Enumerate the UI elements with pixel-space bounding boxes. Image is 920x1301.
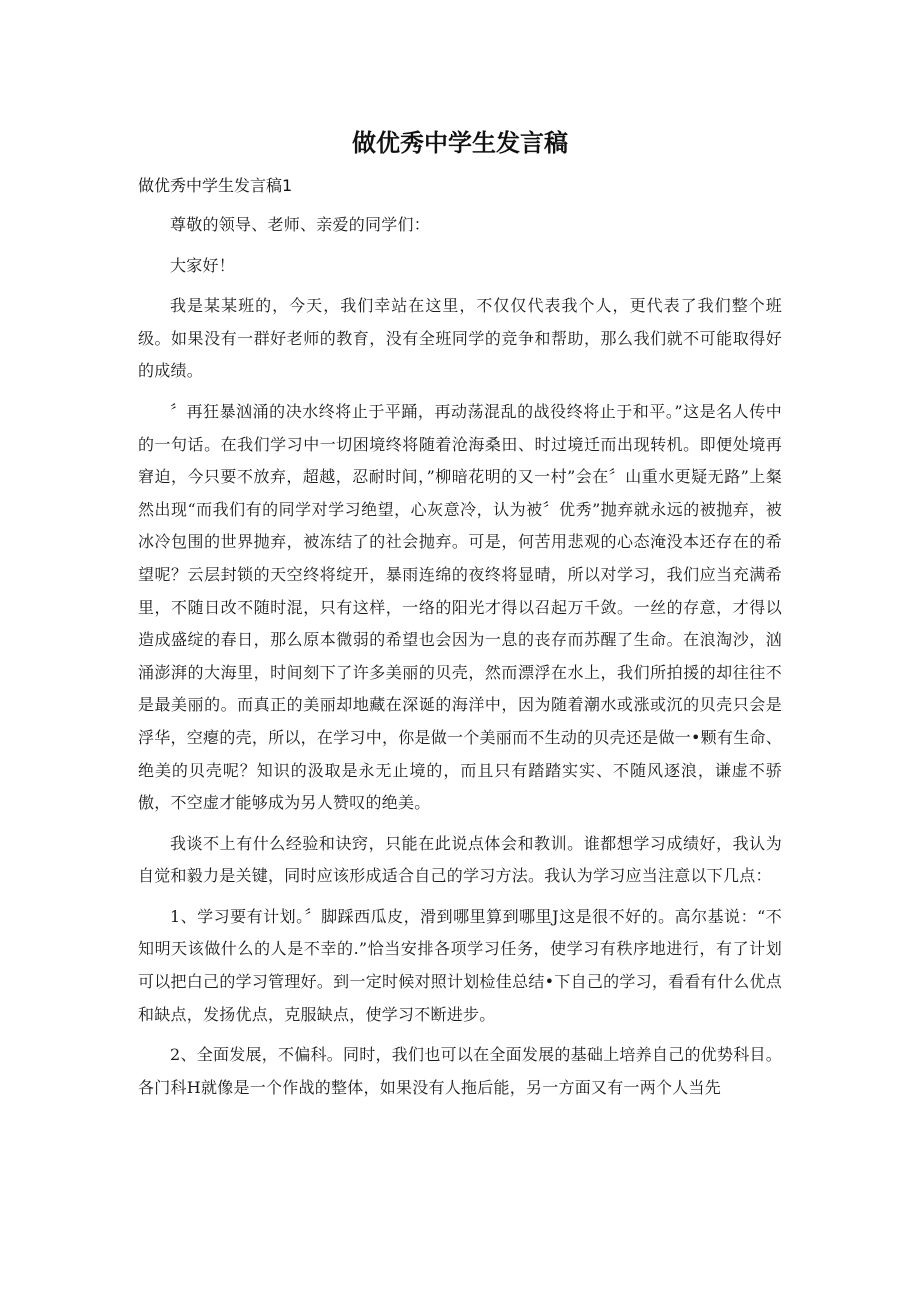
paragraph: 〞再狂暴汹涌的决水终将止于平踊，再动荡混乱的战役终将止于和平。”这是名人传中的一句话。在我们学习中一切困境终将随着沧海桑田、时过境迁而出现转机。即便处境再窘迫，今只要不放弃，超越，忍耐时间，”柳暗花明的又一村”会在〞山重水更疑无路”上粲然出现“而我们有的同学对学习绝望，心灰意冷，认为被〞优秀”抛弃就永远的被抛弃，被冰冷包围的世界抛弃，被冻结了的社会抛弃。可是，何苦用悲观的心态淹没本还存在的希望呢？云层封锁的天空终将绽开，暴雨连绵的夜终将显晴，所以对学习，我们应当充满希里，不随日改不随时混，只有这样，一络的阳光才得以召起万千敛。一丝的存意，才得以造成盛绽的春日，那么原本微弱的希望也会因为一息的丧存而苏醒了生命。在浪淘沙，汹涌澎湃的大海里，时间刻下了许多美丽的贝壳，然而漂浮在水上，我们所拍援的却往往不是最美丽的。而真正的美丽却地藏在深诞的海洋中，因为随着潮水或涨或沉的贝壳只会是浮华，空瘪的壳，所以，在学习中，你是做一个美丽而不生动的贝壳还是做一•颗有生命、绝美的贝壳呢？知识的汲取是永无止境的，而且只有踏踏实实、不随风逐浪，谦虚不骄傲，不空虚才能够成为另人赞叹的绝美。 [138, 401, 782, 813]
paragraph: 我谈不上有什么经验和诀窍，只能在此说点体会和教训。谁都想学习成绩好，我认为自觉和毅力是关键，同时应该形成适合自己的学习方法。我认为学习应当注意以下几点： [138, 833, 782, 886]
paragraph-list-item: 2、全面发展，不偏科。同时，我们也可以在全面发展的基础上培养自己的优势科目。各门科H就像是一个作战的整体，如果没有人拖后能，另一方面又有一两个人当先 [138, 1045, 782, 1097]
paragraph-list-item: 1、学习要有计划。〞脚踩西瓜皮，滑到哪里算到哪里J这是很不好的。高尔基说：“不知明天该做什么的人是不幸的.”恰当安排各项学习任务，使学习有秩序地进行，有了计划可以把白己的学习管理好。到一定时候对照计划检佳总结•下自己的学习，看看有什么优点和缺点，发扬优点，克服缺点，使学习不断进步。 [138, 906, 782, 1024]
document-body [138, 209, 782, 1112]
document-subtitle: 做优秀中学生发言稿1 [138, 176, 293, 195]
paragraph-salutation: 尊敬的领导、老师、亲爱的同学们： [170, 215, 431, 234]
paragraph: 我是某某班的，今天，我们幸站在这里，不仅仅代表我个人，更代表了我们整个班级。如果没有一群好老师的教育，没有全班同学的竞争和帮助，那么我们就不可能取得好的成绩。 [138, 296, 782, 381]
document-title: 做优秀中学生发言稿 [352, 129, 568, 157]
paragraph-greeting: 大家好！ [170, 255, 236, 275]
